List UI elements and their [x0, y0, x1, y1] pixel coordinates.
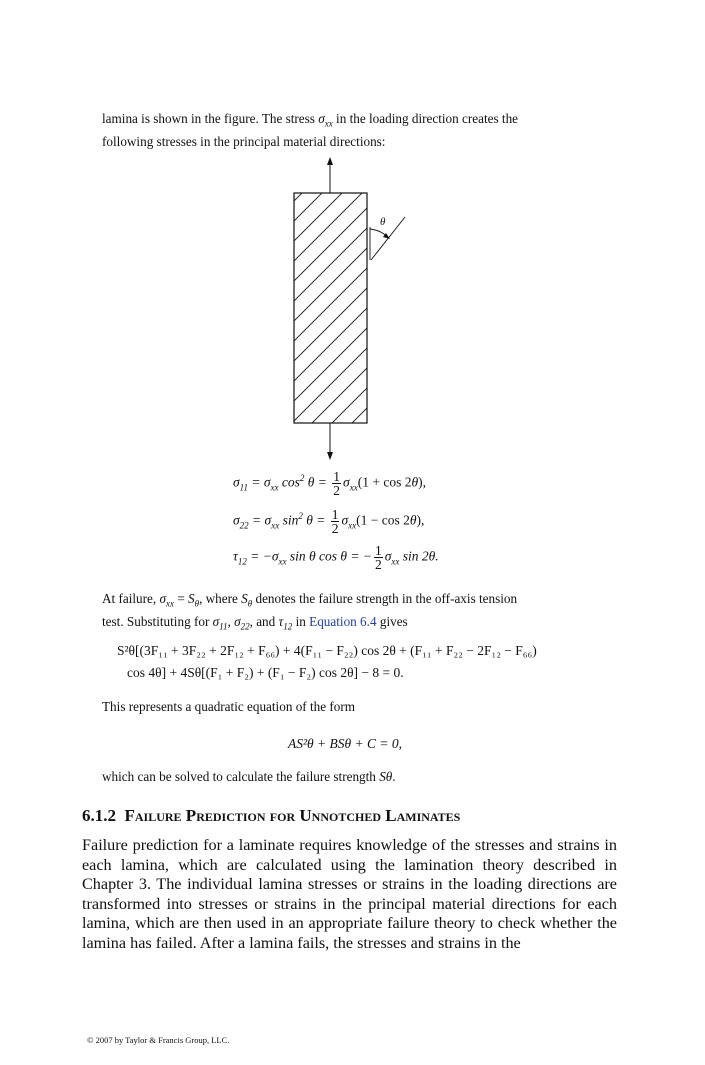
bottom-arrowhead-icon	[327, 452, 333, 460]
body-paragraph: Failure prediction for a laminate requires knowledge of the stresses and strains in each lamina, which are calculated using the lamination theory described in Chapter 3. The individual lamina stresses or strains in the loading directions are transformed into stresses or strains in the principal material directions for each lamina, which are then used in an appropriate failure theory to check whether the lamina has failed. After a lamina fails, the stresses and strains in the	[82, 836, 617, 952]
equation-sigma11: $\sigma_{11} = \sigma_{xx}$ $\cos^2 \theta$ = $\frac{1}{2}$ $\sigma_{xx}(1 + \cos 2\theta)$,	[233, 469, 426, 498]
fiber-direction-line	[371, 217, 405, 260]
failure-line-2: test. Substituting for $\sigma_{11}$, $\sigma_{22}$, and $\tau_{12}$ in Equation 6.4 gives	[102, 613, 408, 632]
lamina-figure	[270, 155, 420, 465]
top-arrowhead-icon	[327, 157, 333, 165]
angle-label: θ	[380, 216, 386, 228]
section-number: 6.1.2	[82, 806, 116, 825]
section-title: Failure Prediction for Unnotched Laminates	[124, 806, 461, 825]
copyright-footer: © 2007 by Taylor & Francis Group, LLC.	[87, 1035, 230, 1045]
equation-6-4-link[interactable]: Equation 6.4	[309, 613, 377, 629]
equation-sigma22: $\sigma_{22} = \sigma_{xx}$ $\sin^2 \theta$ = $\frac{1}{2}$ $\sigma_{xx}(1 - \cos 2\theta)$,	[233, 507, 425, 536]
equation-tau12: $\tau_{12} = -\sigma_{xx}$ sin θ cos θ = − $\frac{1}{2}$ $\sigma_{xx}$ sin 2θ.	[233, 543, 439, 572]
quadratic-after: which can be solved to calculate the failure strength Sθ.	[102, 769, 396, 784]
intro-line-1: lamina is shown in the figure. The stress $\sigma_{xx}$ in the loading direction creates the	[102, 111, 519, 129]
quadratic-intro: This represents a quadratic equation of the form	[102, 699, 356, 714]
sigma-xx-symbol: $\sigma_{xx}$	[318, 111, 333, 129]
fiber-hatching	[270, 155, 370, 465]
quadratic-equation: AS²θ + BSθ + C = 0,	[288, 736, 403, 751]
big-equation-line-1: S²θ[(3F₁₁ + 3F₂₂ + 2F₁₂ + F₆₆) + 4(F₁₁ − F₂₂) cos 2θ + (F₁₁ + F₂₂ − 2F₁₂ − F₆₆)	[117, 643, 537, 658]
failure-text	[102, 590, 607, 635]
big-equation-line-2: cos 4θ] + 4Sθ[(F₁ + F₂) + (F₁ − F₂) cos 2θ] − 8 = 0.	[127, 665, 404, 680]
intro-text	[102, 110, 602, 151]
lamina-rectangle	[294, 193, 367, 423]
section-heading	[82, 806, 460, 826]
intro-line-2: following stresses in the principal material directions:	[102, 133, 386, 149]
failure-line-1: At failure, $\sigma_{xx} = S_\theta$, where $S_\theta$ denotes the failure strength in the off-axis tension	[102, 591, 518, 609]
